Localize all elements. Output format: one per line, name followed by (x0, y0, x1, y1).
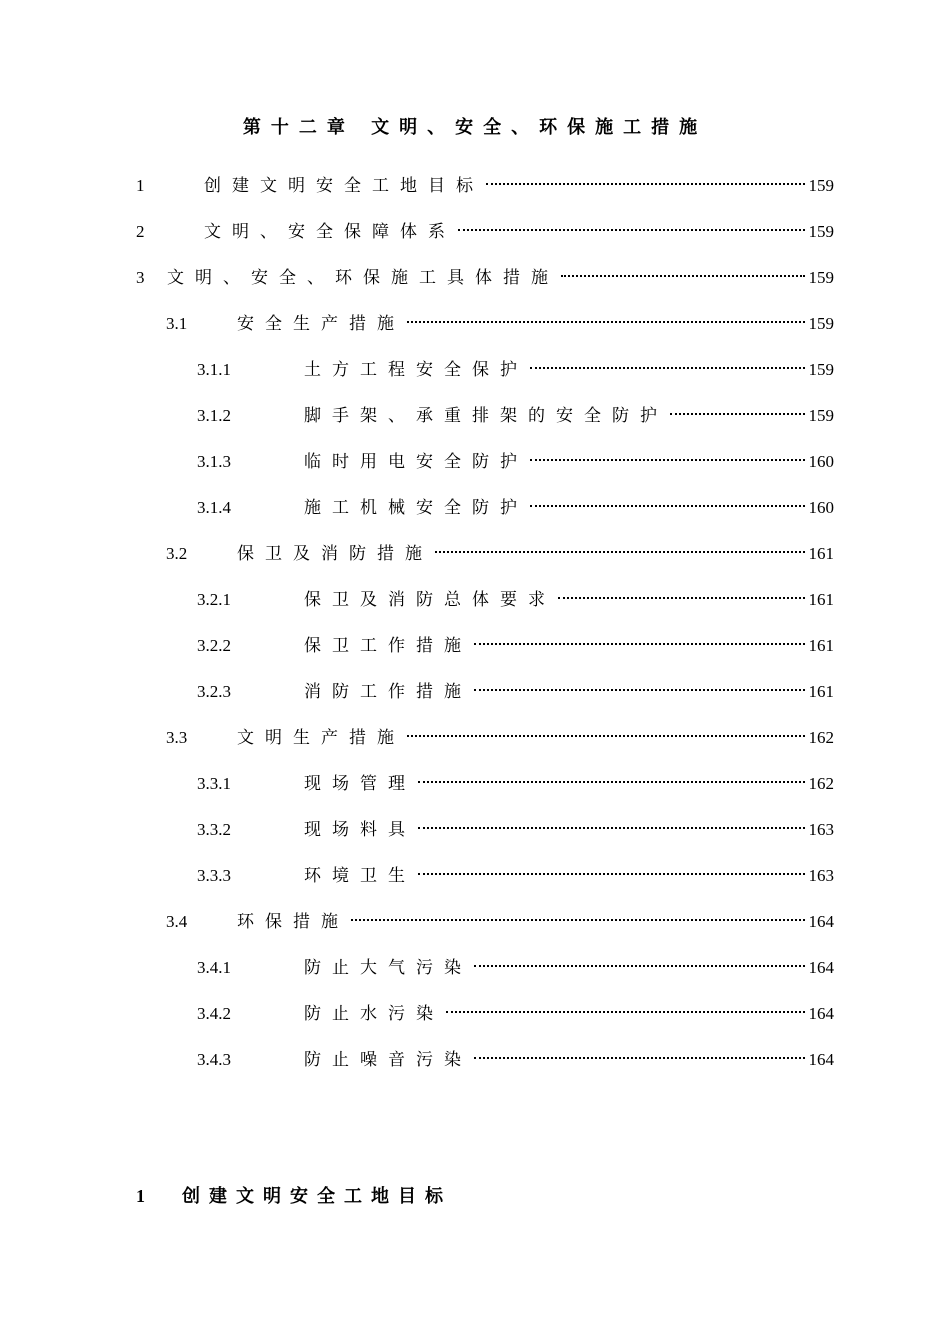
toc-dot-leader (486, 183, 805, 185)
toc-entry-number: 3 (136, 268, 145, 287)
toc-entry-page: 160 (808, 498, 834, 517)
toc-entry-page: 164 (808, 912, 834, 931)
section-heading-title: 创建文明安全工地目标 (182, 1186, 452, 1207)
toc-entry-title: 现场管理 (304, 774, 416, 794)
toc-entry-page: 161 (808, 544, 834, 563)
toc-entry-title: 保卫工作措施 (304, 636, 472, 656)
toc-entry-number: 3.1.1 (197, 360, 231, 379)
toc-dot-leader (407, 735, 805, 737)
toc-dot-leader (561, 275, 805, 277)
toc-entry-title: 消防工作措施 (304, 682, 472, 702)
toc-entry-page: 164 (808, 958, 834, 977)
toc-entry-title: 防止噪音污染 (304, 1050, 472, 1070)
toc-entry-page: 159 (808, 176, 834, 195)
toc-entry-page: 164 (808, 1050, 834, 1069)
toc-entry-number: 3.3.2 (197, 820, 231, 839)
toc-entry[interactable] (136, 255, 834, 301)
toc-entry-title: 保卫及消防总体要求 (304, 590, 556, 610)
toc-entry-title: 文明、安全、环保施工具体措施 (167, 268, 559, 288)
toc-entry-number: 3.3 (166, 728, 188, 747)
toc-entry-page: 162 (808, 774, 834, 793)
toc-entry-number: 3.4 (166, 912, 188, 931)
toc-entry-page: 162 (808, 728, 834, 747)
toc-entry-page: 160 (808, 452, 834, 471)
toc-entry-title: 文明、安全保障体系 (204, 222, 456, 242)
toc-entry[interactable] (197, 807, 834, 853)
toc-entry[interactable] (197, 623, 834, 669)
toc-entry-page: 159 (808, 268, 834, 287)
toc-entry-page: 159 (808, 406, 834, 425)
toc-entry[interactable] (197, 853, 834, 899)
toc-entry[interactable] (197, 1037, 834, 1083)
toc-entry-title: 安全生产措施 (237, 314, 405, 334)
toc-dot-leader (530, 459, 805, 461)
toc-entry-title: 环保措施 (237, 912, 349, 932)
toc-entry-number: 2 (136, 222, 145, 241)
toc-dot-leader (670, 413, 805, 415)
toc-entry[interactable] (136, 209, 834, 255)
toc-entry-title: 环境卫生 (304, 866, 416, 886)
toc-entry[interactable] (197, 761, 834, 807)
section-heading-number: 1 (136, 1186, 145, 1206)
section-heading (136, 1182, 452, 1211)
toc-dot-leader (351, 919, 805, 921)
toc-entry-page: 161 (808, 682, 834, 701)
toc-dot-leader (418, 827, 805, 829)
toc-entry-number: 3.3.1 (197, 774, 231, 793)
toc-entry-title: 防止大气污染 (304, 958, 472, 978)
toc-entry-number: 3.2.3 (197, 682, 231, 701)
toc-entry-title: 土方工程安全保护 (304, 360, 528, 380)
toc-entry-title: 防止水污染 (304, 1004, 444, 1024)
toc-entry-title: 临时用电安全防护 (304, 452, 528, 472)
toc-entry[interactable] (197, 347, 834, 393)
toc-entry-page: 159 (808, 360, 834, 379)
toc-entry-number: 3.3.3 (197, 866, 231, 885)
toc-entry[interactable] (197, 439, 834, 485)
toc-entry-number: 3.2 (166, 544, 188, 563)
toc-entry-page: 163 (808, 866, 834, 885)
toc-entry-title: 施工机械安全防护 (304, 498, 528, 518)
toc-entry[interactable] (166, 899, 834, 945)
chapter-title: 第十二章 文明、安全、环保施工措施 (242, 117, 708, 138)
toc-entry[interactable] (197, 485, 834, 531)
toc-entry-page: 161 (808, 636, 834, 655)
toc-dot-leader (474, 965, 805, 967)
toc-entry-page: 159 (808, 222, 834, 241)
toc-entry[interactable] (166, 531, 834, 577)
toc-entry[interactable] (166, 301, 834, 347)
toc-entry[interactable] (197, 577, 834, 623)
toc-entry-page: 161 (808, 590, 834, 609)
toc-entry-title: 现场料具 (304, 820, 416, 840)
toc-dot-leader (446, 1011, 805, 1013)
toc-entry[interactable] (197, 393, 834, 439)
toc-dot-leader (474, 643, 805, 645)
toc-dot-leader (530, 367, 805, 369)
toc-entry-number: 3.1.2 (197, 406, 231, 425)
toc-entry-number: 3.1 (166, 314, 188, 333)
toc-entry-title: 创建文明安全工地目标 (204, 176, 484, 196)
toc-dot-leader (458, 229, 805, 231)
toc-entry-title: 保卫及消防措施 (237, 544, 433, 564)
toc-entry-title: 文明生产措施 (237, 728, 405, 748)
toc-entry-number: 3.4.1 (197, 958, 231, 977)
toc-dot-leader (407, 321, 805, 323)
toc-entry[interactable] (136, 163, 834, 209)
toc-entry[interactable] (197, 991, 834, 1037)
toc-entry[interactable] (197, 669, 834, 715)
toc-entry-number: 3.2.1 (197, 590, 231, 609)
toc-entry-page: 159 (808, 314, 834, 333)
toc-entry[interactable] (166, 715, 834, 761)
toc-dot-leader (418, 781, 805, 783)
toc-entry-number: 3.4.3 (197, 1050, 231, 1069)
toc-dot-leader (418, 873, 805, 875)
toc-entry[interactable] (197, 945, 834, 991)
toc-entry-number: 3.2.2 (197, 636, 231, 655)
toc-dot-leader (530, 505, 805, 507)
toc-entry-page: 163 (808, 820, 834, 839)
toc-dot-leader (474, 1057, 805, 1059)
toc-entry-number: 3.1.4 (197, 498, 231, 517)
toc-entry-number: 3.4.2 (197, 1004, 231, 1023)
toc-dot-leader (558, 597, 805, 599)
toc-entry-number: 1 (136, 176, 145, 195)
toc-entry-page: 164 (808, 1004, 834, 1023)
toc-dot-leader (474, 689, 805, 691)
toc-entry-title: 脚手架、承重排架的安全防护 (304, 406, 668, 426)
toc-entry-number: 3.1.3 (197, 452, 231, 471)
toc-dot-leader (435, 551, 805, 553)
